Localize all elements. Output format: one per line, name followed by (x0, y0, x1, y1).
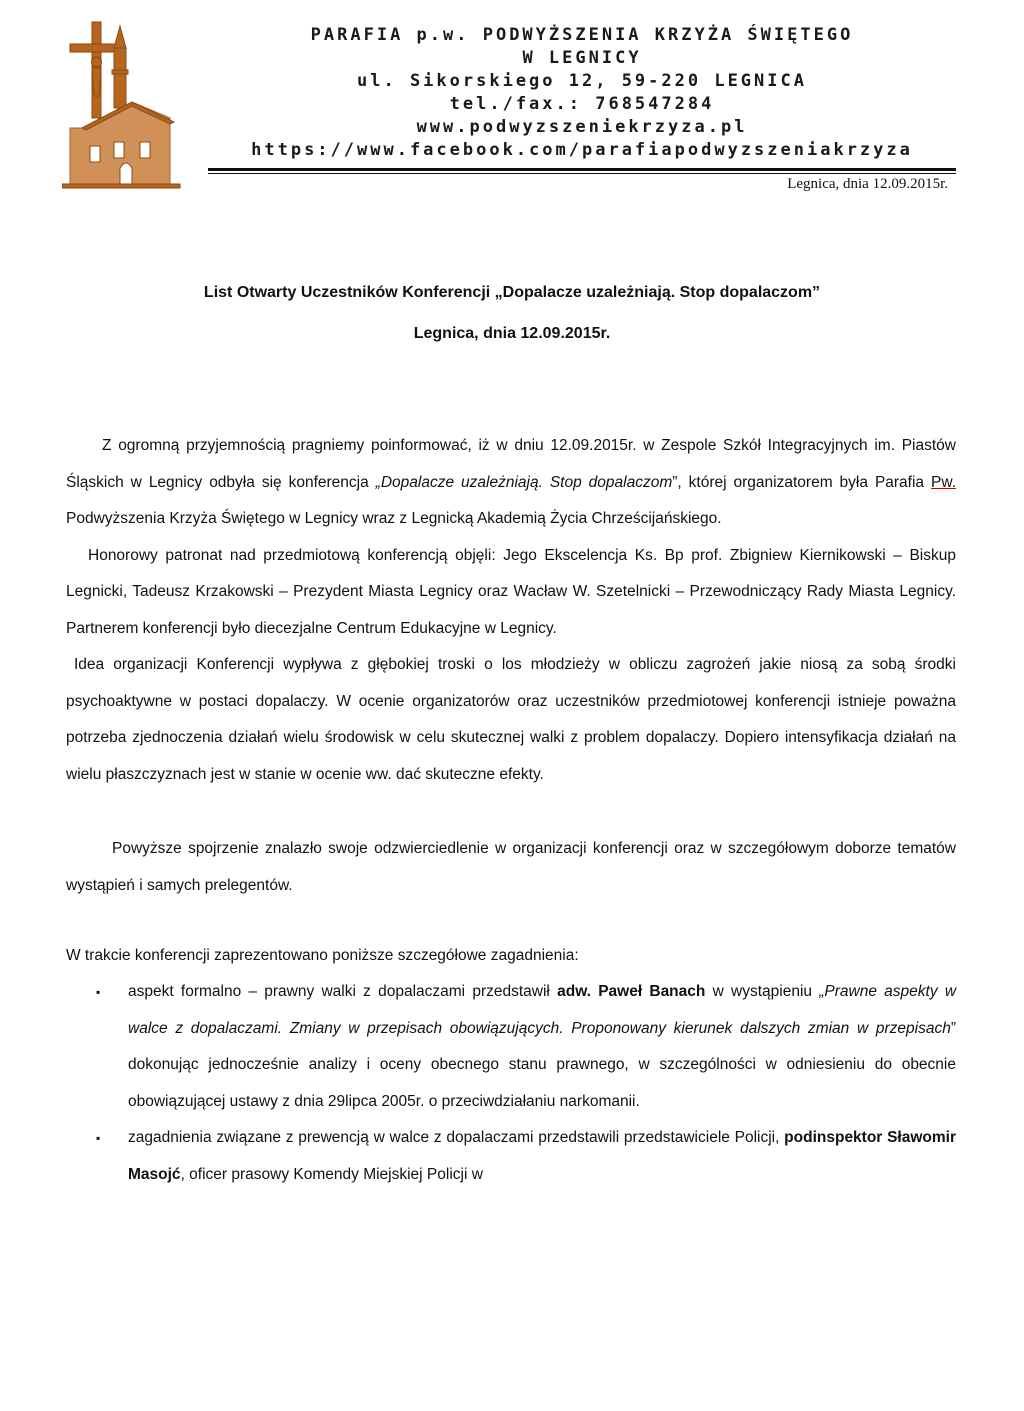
spacer (66, 904, 956, 938)
letterhead (210, 24, 954, 162)
item1-talk-title: „Prawne aspekty w walce z dopalaczami. Zmiany w przepisach obowiązujących. Proponowany kierunek dalszych zmian w przepisach (128, 983, 957, 1037)
p1-text-2: ”, której organizatorem była Parafia (672, 473, 932, 491)
item2-text-2: , oficer prasowy Komendy Miejskiej Policji w (180, 1165, 483, 1183)
spacer (66, 793, 956, 831)
list-item (66, 1120, 956, 1193)
list-item (66, 974, 956, 1120)
item1-text-3: ” dokonując jednocześnie analizy i oceny obecnego stanu prawnego, w szczególności w odniesieniu do obecnie obowiązującej ustawy z dnia 29lipca 2005r. o przeciwdziałaniu narkomanii. (128, 1019, 956, 1110)
paragraph-2: Honorowy patronat nad przedmiotową konferencją objęli: Jego Ekscelencja Ks. Bp prof. Zbigniew Kiernikowski – Biskup Legnicki, Tadeusz Krzakowski – Prezydent Miasta Legnicy oraz Wacław W. Szetelnicki – Przewodniczący Rady Miasta Legnicy. Partnerem konferencji było diecezjalne Centrum Edukacyjne w Legnicy. (66, 546, 956, 637)
item1-text-2: w wystąpieniu (705, 983, 820, 1000)
letter-title: List Otwarty Uczestników Konferencji „Dopalacze uzależniają. Stop dopalaczom” (203, 284, 821, 301)
letterhead-rule (208, 168, 956, 171)
paragraph-4: Powyższe spojrzenie znalazło swoje odzwierciedlenie w organizacji konferencji oraz w szczegółowym doborze tematów wystąpień i samych prelegentów. (66, 840, 956, 894)
p1-conference-name: „Dopalacze uzależniają. Stop dopalaczom (375, 473, 673, 491)
letterhead-rule-thin (208, 173, 956, 174)
p1-text: Z ogromną przyjemnością pragniemy poinformować, iż w dniu 12.09.2015r. w Zespole Szkół Integracyjnych im. Piastów Śląskich w Legnicy odbyła się konferencja (66, 437, 956, 491)
bullet-icon: ▪ (96, 1131, 101, 1145)
paragraph-1 (66, 428, 956, 538)
item2-text: zagadnienia związane z prewencją w walce z dopalaczami przedstawili przedstawiciele Policji, (128, 1129, 785, 1146)
list-intro: W trakcie konferencji zaprezentowano poniższe szczegółowe zagadnienia: (66, 947, 579, 964)
parish-facebook: https://www.facebook.com/parafiapodwyzszeniakrzyza (251, 140, 913, 160)
p1-text-3: Podwyższenia Krzyża Świętego w Legnicy wraz z Legnicką Akademią Życia Chrześcijańskiego. (66, 510, 722, 527)
parish-name: PARAFIA p.w. PODWYŻSZENIA KRZYŻA ŚWIĘTEGO (310, 25, 854, 45)
parish-phone: tel./fax.: 768547284 (449, 94, 715, 114)
bullet-icon: ▪ (96, 985, 101, 999)
letter-date: Legnica, dnia 12.09.2015r. (787, 176, 948, 192)
p1-abbrev: Pw. (931, 473, 956, 491)
item2-speaker: podinspektor Sławomir Masojć (128, 1129, 956, 1183)
parish-city: W LEGNICY (522, 48, 642, 68)
item1-speaker: adw. Paweł Banach (557, 983, 706, 1000)
letter-subtitle: Legnica, dnia 12.09.2015r. (413, 325, 611, 342)
item1-text: aspekt formalno – prawny walki z dopalaczami przedstawił (128, 983, 558, 1000)
paragraph-3: Idea organizacji Konferencji wypływa z głębokiej troski o los młodzieży w obliczu zagrożeń jakie niosą za sobą środki psychoaktywne w postaci dopalaczy. W ocenie organizatorów oraz uczestników przedmiotowej konferencji istnieje poważna potrzeba zjednoczenia działań wielu środowisk w celu skutecznej walki z problem dopalaczy. Dopiero intensyfikacja działań na wielu płaszczyznach jest w stanie w ocenie ww. dać skuteczne efekty. (66, 656, 956, 783)
parish-logo-icon (62, 18, 184, 190)
topics-list (66, 974, 956, 1193)
parish-address: ul. Sikorskiego 12, 59-220 LEGNICA (357, 71, 807, 91)
letter-body (66, 428, 956, 1193)
parish-website: www.podwyzszeniekrzyza.pl (416, 117, 748, 137)
